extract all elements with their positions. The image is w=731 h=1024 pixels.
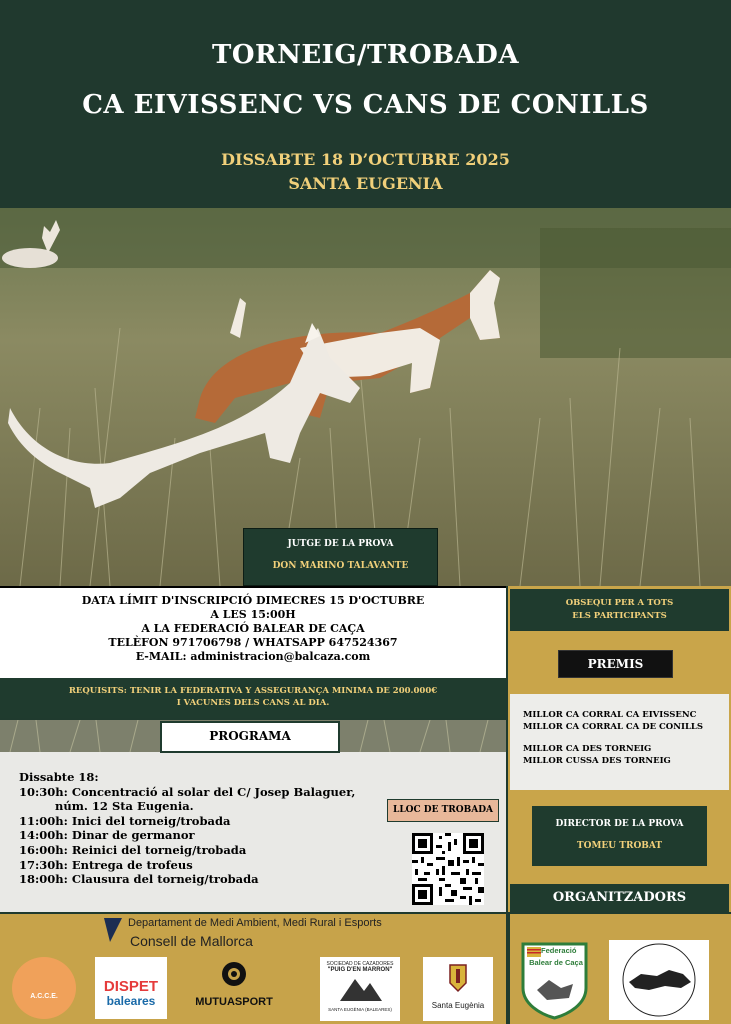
director-box: [532, 806, 707, 866]
registration-deadline: DATA LÍMIT D'INSCRIPCIÓ DIMECRES 15 D'OCTUBRE: [81, 594, 425, 607]
gift-line-1: OBSEQUI PER A TOTS: [565, 598, 674, 608]
federacio-balear-logo-icon: Federació Balear de Caça: [519, 940, 590, 1020]
prize-item: MILLOR CUSSA DES TORNEIG: [523, 756, 671, 766]
department-name: Departament de Medi Ambient, Medi Rural i Esports: [128, 917, 382, 929]
registration-time: A LES 15:00H: [210, 608, 296, 621]
judge-name: DON MARINO TALAVANTE: [272, 561, 409, 571]
requirements-line-1: REQUISITS: TENIR LA FEDERATIVA Y ASSEGURANÇA MINIMA DE 200.000€: [68, 686, 438, 696]
event-date: DISSABTE 18 D’OCTUBRE 2025: [221, 150, 510, 169]
program-line: núm. 12 Sta Eugenia.: [19, 799, 194, 814]
director-name: TOMEU TROBAT: [576, 841, 663, 851]
qr-code-icon[interactable]: [412, 833, 484, 905]
program-title: PROGRAMA: [160, 721, 340, 753]
prize-item: MILLOR CA CORRAL CA EIVISSENC: [523, 710, 697, 720]
mutuasport-logo-icon: MUTUASPORT: [193, 960, 275, 1018]
program-line: 17:30h: Entrega de trofeus: [19, 857, 193, 872]
santa-eugenia-logo-icon: Santa Eugènia: [423, 957, 493, 1021]
program-line: 18:00h: Clausura del torneig/trobada: [19, 872, 259, 887]
sociedad-cazadores-logo-icon: SOCIEDAD DE CAZADORES "PUIG D'EN MARRON" SANTA EUGÈNIA (BALEARES): [320, 957, 400, 1021]
gift-box: [510, 589, 729, 631]
title-line-2: CA EIVISSENC VS CANS DE CONILLS: [82, 90, 649, 120]
program-line: 14:00h: Dinar de germanor: [19, 828, 195, 843]
judge-box: [243, 528, 438, 586]
ca-eivissenc-association-logo-icon: [609, 940, 709, 1020]
header-banner: [0, 0, 731, 208]
organizers-title: ORGANITZADORS: [510, 884, 729, 912]
director-label: DIRECTOR DE LA PROVA: [555, 819, 684, 829]
meeting-point-label: LLOC DE TROBADA: [387, 799, 499, 822]
prize-item: MILLOR CA DES TORNEIG: [523, 744, 652, 754]
registration-info: [0, 586, 506, 678]
program-line: 11:00h: Inici del torneig/trobada: [19, 813, 231, 828]
requirements-box: [0, 678, 506, 718]
prizes-list: [510, 694, 729, 790]
consell-logo-icon: [104, 918, 122, 942]
event-place: SANTA EUGENIA: [288, 174, 443, 193]
requirements-line-2: I VACUNES DELS CANS AL DIA.: [176, 698, 330, 708]
prize-item: MILLOR CA CORRAL CA DE CONILLS: [523, 722, 704, 732]
acce-logo-icon: A.C.C.E.: [12, 957, 76, 1019]
judge-label: JUTGE DE LA PROVA: [287, 539, 394, 549]
council-name: Consell de Mallorca: [130, 933, 253, 949]
gift-line-2: ELS PARTICIPANTS: [572, 611, 667, 621]
registration-place: A LA FEDERACIÓ BALEAR DE CAÇA: [141, 622, 365, 635]
program-line: 16:00h: Reinici del torneig/trobada: [19, 842, 247, 857]
program-list: [19, 770, 399, 887]
registration-email: E-MAIL: administracion@balcaza.com: [135, 650, 371, 663]
prizes-title: PREMIS: [558, 650, 673, 678]
registration-phone: TELÈFON 971706798 / WHATSAPP 647524367: [108, 636, 398, 649]
dispet-logo-icon: DISPET baleares: [95, 957, 167, 1019]
program-line: Dissabte 18:: [19, 770, 99, 784]
program-line: 10:30h: Concentració al solar del C/ Josep Balaguer,: [19, 784, 356, 799]
title-line-1: TORNEIG/TROBADA: [211, 40, 520, 70]
